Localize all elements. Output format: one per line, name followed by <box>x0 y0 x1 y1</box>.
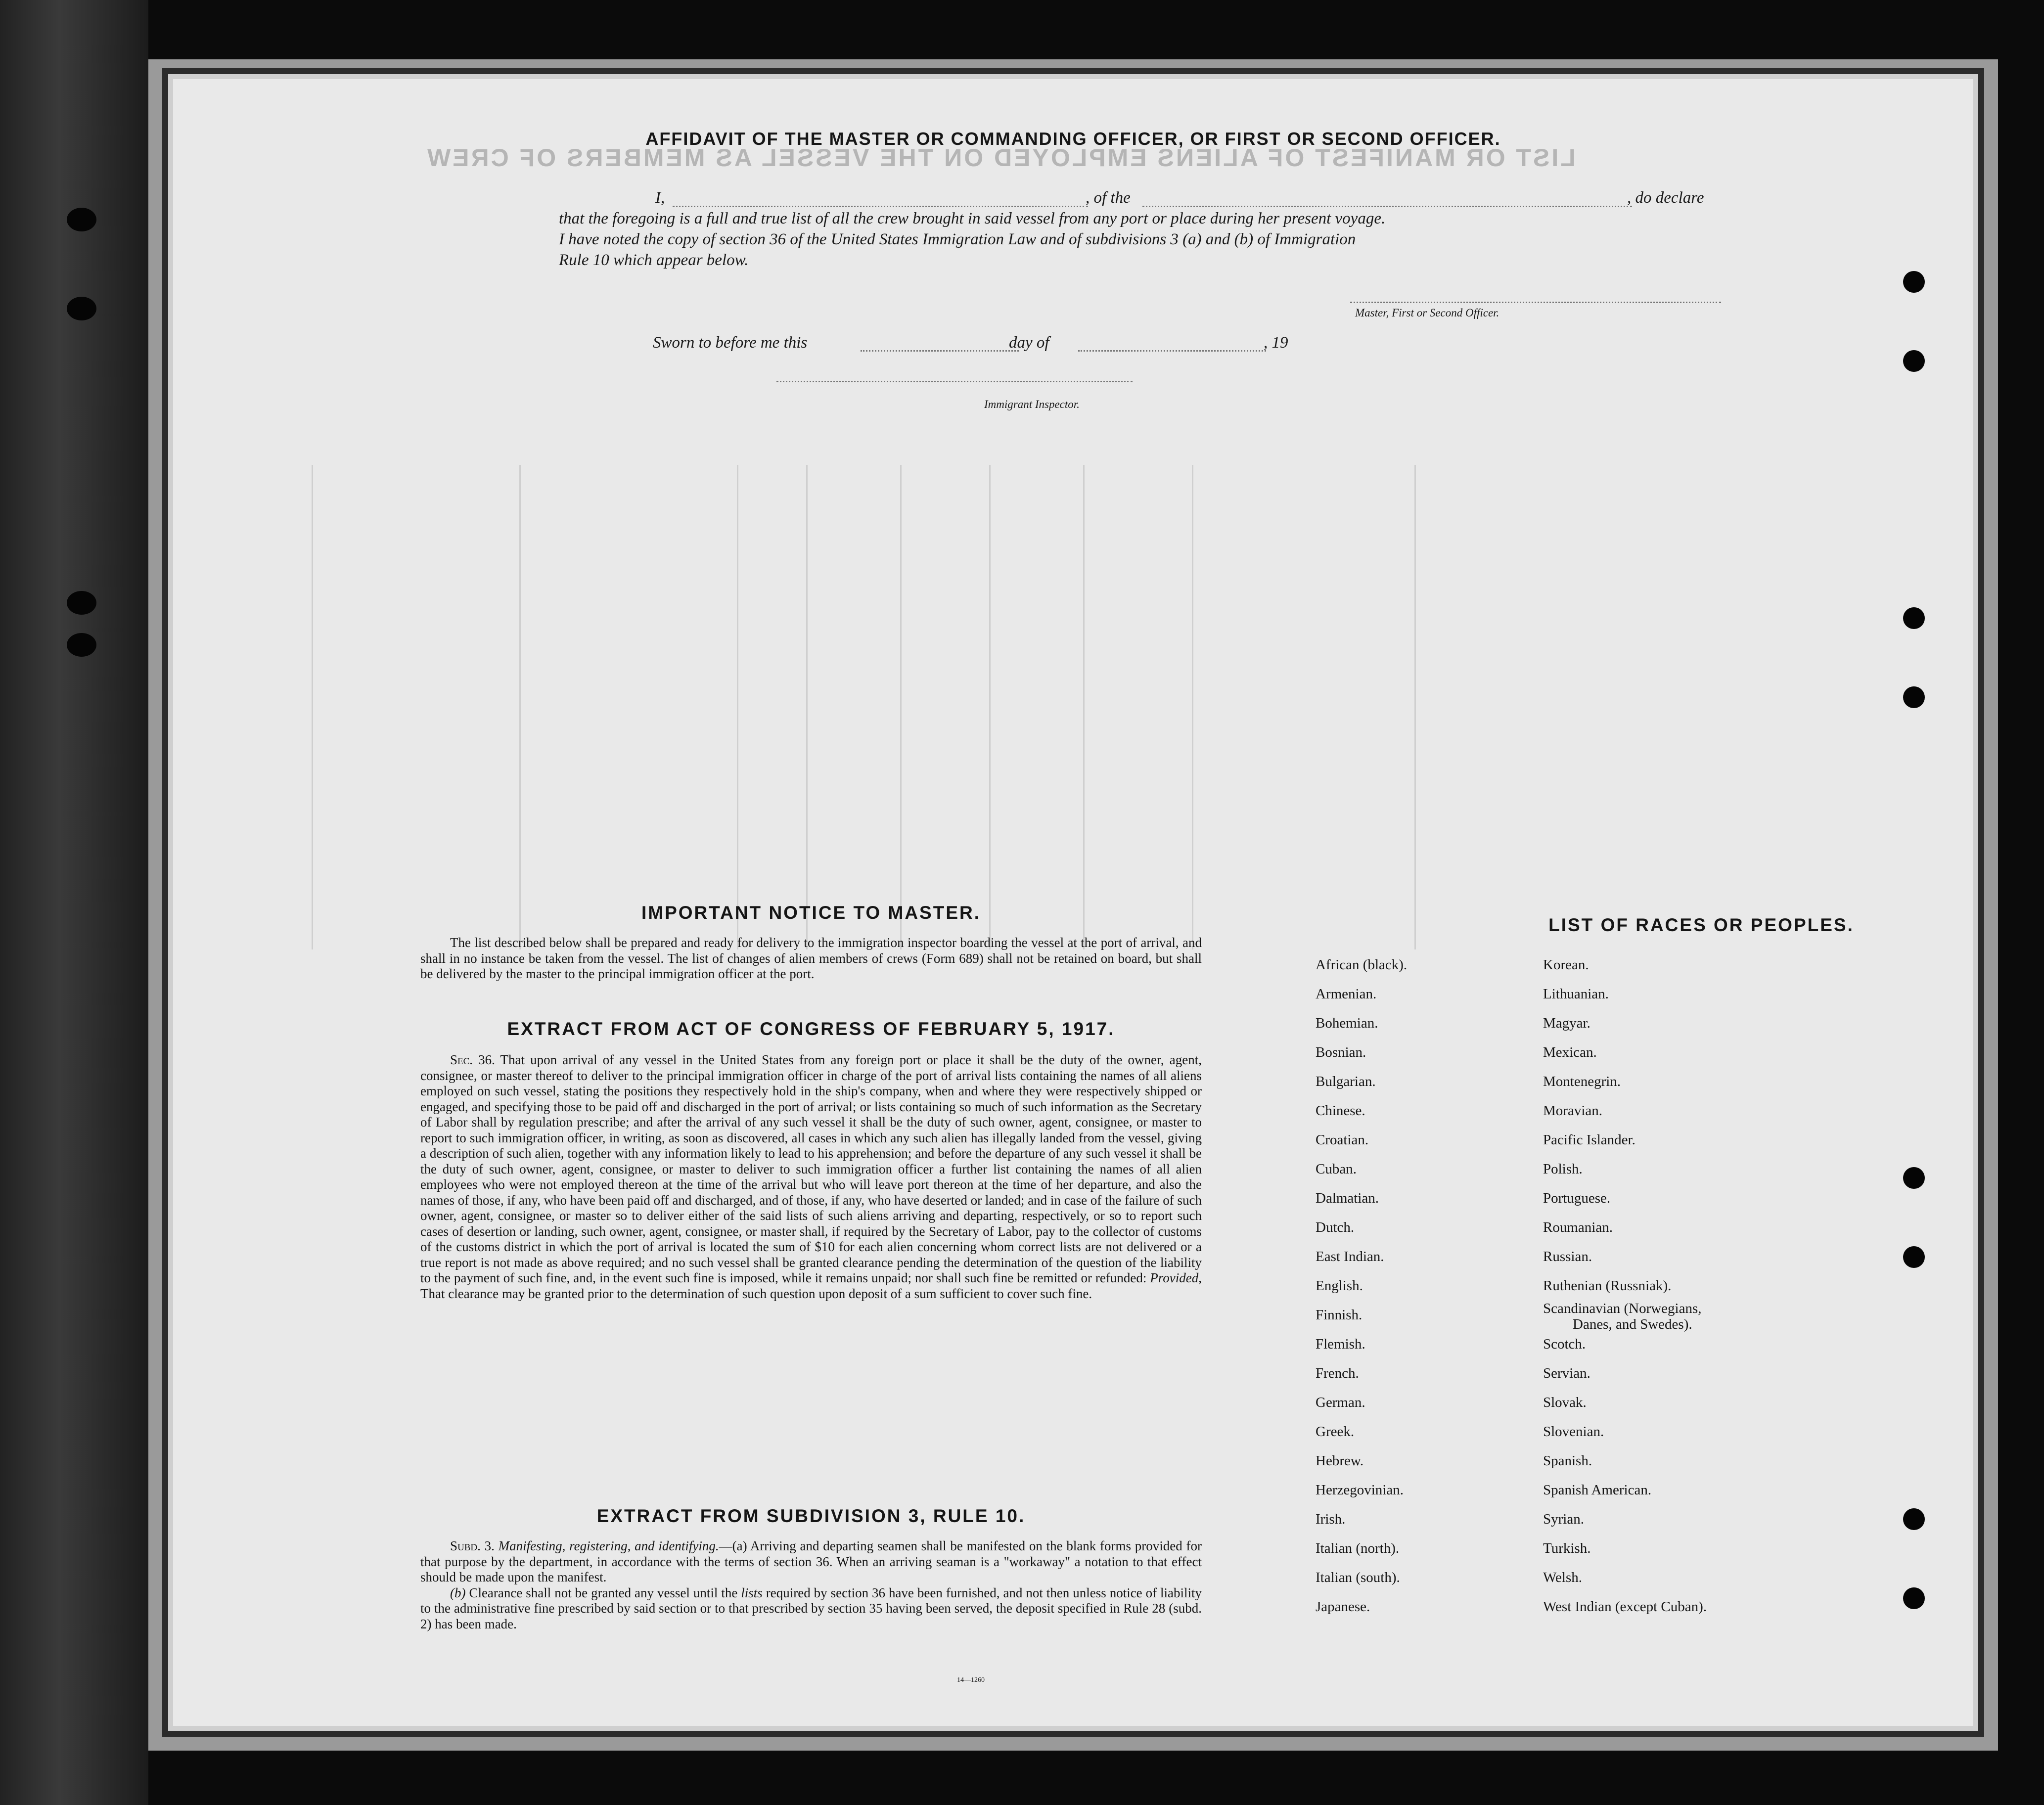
extract-rule-section <box>420 1506 1202 1632</box>
subd-b-body-2: required by section 36 have been furnished, and not then unless notice of liability to the administrative fine prescribed by said section or to that prescribed by section 35 having been served, the deposit specified in Rule 28 (subd. 2) has been made. <box>420 1585 1202 1631</box>
race-right-item: Syrian. <box>1543 1511 1584 1527</box>
year-label: , 19 <box>1264 334 1288 352</box>
race-left-item: English. <box>1316 1278 1363 1294</box>
subd-b-body-1: Clearance shall not be granted any vessel until the <box>469 1585 738 1600</box>
day-of-label: day of <box>1009 334 1049 352</box>
race-right-item: Scandinavian (Norwegians, <box>1543 1301 1702 1316</box>
affidavit-of-the-label: , of the <box>1086 189 1131 207</box>
race-right-item: Ruthenian (Russniak). <box>1543 1278 1672 1294</box>
race-left-item: East Indian. <box>1316 1249 1384 1264</box>
important-notice-section <box>420 902 1202 982</box>
subd-3-heading: Manifesting, registering, and identifying. <box>498 1538 719 1553</box>
important-notice-text: The list described below shall be prepared and ready for delivery to the immigration inspector boarding the vessel at the port of arrival, and shall in no instance be taken from the vessel. The list of changes of alien members of crews (Form 689) shall not be retained on board, but shall be delivered by the master to the principal immigration officer at the port. <box>420 935 1202 981</box>
affidavit-line-3: I have noted the copy of section 36 of the United States Immigration Law and of subdivisions 3 (a) and (b) of Immigration <box>559 230 1356 248</box>
ghost-column-rule <box>806 465 808 949</box>
extract-rule-text-a <box>420 1538 1202 1585</box>
race-left-item: Croatian. <box>1316 1132 1369 1148</box>
subd-3-label: Subd. 3. <box>450 1538 495 1553</box>
race-right-item: Slovenian. <box>1543 1424 1604 1440</box>
affidavit-line-2: that the foregoing is a full and true list of all the crew brought in said vessel from any port or place during her present voyage. <box>559 210 1386 227</box>
race-left-item: Flemish. <box>1316 1336 1365 1352</box>
extract-rule-text-b <box>420 1585 1202 1632</box>
race-left-item: Bohemian. <box>1316 1015 1378 1031</box>
extract-act-section <box>420 1019 1202 1302</box>
race-left-item: Herzegovinian. <box>1316 1482 1404 1498</box>
punch-hole <box>1903 1167 1925 1189</box>
master-signature-line <box>1350 301 1721 303</box>
section-36-body-end: That clearance may be granted prior to the determination of such question upon deposit of a sum sufficient to cover such fine. <box>420 1286 1092 1301</box>
punch-hole <box>1903 1508 1925 1530</box>
race-left-item: Chinese. <box>1316 1103 1365 1119</box>
binder-hole <box>67 633 96 657</box>
race-left-item: African (black). <box>1316 957 1408 973</box>
punch-hole <box>1903 686 1925 708</box>
provided-label: Provided, <box>1150 1270 1202 1285</box>
form-number: 14—1260 <box>957 1676 985 1684</box>
vessel-name-blank <box>1142 205 1632 207</box>
race-left-item: Italian (north). <box>1316 1540 1400 1556</box>
race-left-item: Dutch. <box>1316 1219 1355 1235</box>
race-right-item: Lithuanian. <box>1543 986 1609 1002</box>
race-left-item: French. <box>1316 1365 1359 1381</box>
master-signature-label: Master, First or Second Officer. <box>1355 307 1499 319</box>
race-left-item: Bosnian. <box>1316 1044 1366 1060</box>
document-page <box>173 79 1973 1726</box>
race-right-item: Pacific Islander. <box>1543 1132 1635 1148</box>
inspector-signature-label: Immigrant Inspector. <box>984 398 1080 410</box>
ghost-column-rule <box>989 465 991 949</box>
race-right-item: Scotch. <box>1543 1336 1586 1352</box>
race-right-item: Servian. <box>1543 1365 1590 1381</box>
race-right-item: Korean. <box>1543 957 1589 973</box>
ghost-column-rule <box>737 465 738 949</box>
sworn-label: Sworn to before me this <box>653 334 808 352</box>
ghost-column-rule <box>1192 465 1193 949</box>
sworn-day-blank <box>861 349 1019 352</box>
punch-hole <box>1903 271 1925 293</box>
section-36-label: Sec. 36. <box>450 1052 495 1067</box>
race-left-item: Bulgarian. <box>1316 1074 1376 1089</box>
race-right-item: Danes, and Swedes). <box>1573 1316 1692 1332</box>
race-right-item: Welsh. <box>1543 1570 1583 1585</box>
race-right-item: Magyar. <box>1543 1015 1590 1031</box>
race-right-item: Roumanian. <box>1543 1219 1613 1235</box>
subd-b-label: (b) <box>450 1585 466 1600</box>
binder-hole <box>67 208 96 231</box>
race-right-item: Portuguese. <box>1543 1190 1611 1206</box>
subd-3-body-a: —(a) Arriving and departing seamen shall be manifested on the blank forms provided for that purpose by the department, in accordance with the terms of section 36. When an arriving seaman is a "workaway" a notation to that effect should be made upon the manifest. <box>420 1538 1202 1584</box>
race-right-item: Turkish. <box>1543 1540 1591 1556</box>
affidavit-title: AFFIDAVIT OF THE MASTER OR COMMANDING OFFICER, OR FIRST OR SECOND OFFICER. <box>645 129 1501 149</box>
race-right-item: Polish. <box>1543 1161 1583 1177</box>
race-left-item: Japanese. <box>1316 1599 1370 1615</box>
race-left-item: German. <box>1316 1395 1365 1410</box>
races-list-title: LIST OF RACES OR PEOPLES. <box>1548 915 1854 935</box>
race-left-item: Finnish. <box>1316 1307 1363 1323</box>
lists-word: lists <box>741 1585 763 1600</box>
binder-hole <box>67 591 96 615</box>
master-name-blank <box>673 205 1088 207</box>
ghost-column-rule <box>312 465 313 949</box>
punch-hole <box>1903 1246 1925 1268</box>
ghost-column-rule <box>1083 465 1085 949</box>
race-right-item: Mexican. <box>1543 1044 1597 1060</box>
race-right-item: Slovak. <box>1543 1395 1587 1410</box>
affidavit-declare-label: , do declare <box>1627 189 1704 207</box>
race-left-item: Greek. <box>1316 1424 1355 1440</box>
race-right-item: Spanish American. <box>1543 1482 1652 1498</box>
inspector-signature-line <box>776 380 1133 382</box>
race-right-item: Moravian. <box>1543 1103 1602 1119</box>
punch-hole <box>1903 607 1925 629</box>
ghost-column-rule <box>1414 465 1416 949</box>
race-right-item: Spanish. <box>1543 1453 1592 1469</box>
affidavit-line-4: Rule 10 which appear below. <box>559 251 749 269</box>
extract-act-text <box>420 1052 1202 1302</box>
important-notice-title: IMPORTANT NOTICE TO MASTER. <box>641 902 981 923</box>
binder-edge <box>0 0 148 1805</box>
sworn-month-blank <box>1078 349 1266 352</box>
race-right-item: Russian. <box>1543 1249 1592 1264</box>
race-left-item: Cuban. <box>1316 1161 1357 1177</box>
ghost-bleedthrough-title: LIST OR MANIFEST OF ALIENS EMPLOYED ON THE VESSEL AS MEMBERS OF CREW <box>425 144 1576 172</box>
extract-act-title: EXTRACT FROM ACT OF CONGRESS OF FEBRUARY 5, 1917. <box>507 1019 1115 1039</box>
affidavit-i-label: I, <box>655 189 665 207</box>
extract-rule-title: EXTRACT FROM SUBDIVISION 3, RULE 10. <box>596 1506 1026 1526</box>
race-right-item: West Indian (except Cuban). <box>1543 1599 1707 1615</box>
race-left-item: Hebrew. <box>1316 1453 1364 1469</box>
punch-hole <box>1903 1587 1925 1609</box>
race-left-item: Irish. <box>1316 1511 1346 1527</box>
race-right-item: Montenegrin. <box>1543 1074 1621 1089</box>
race-left-item: Italian (south). <box>1316 1570 1400 1585</box>
race-left-item: Armenian. <box>1316 986 1377 1002</box>
section-36-body: That upon arrival of any vessel in the United States from any foreign port or place it shall be the duty of the owner, agent, consignee, or master thereof to deliver to the principal immigration officer in charge of the port of arrival lists containing the names of all aliens employed on such vessel, stating the positions they respectively hold in the ship's company, when and where they were respectively shipped or engaged, and specifying those to be paid off and discharged in the port of arrival; or lists containing so much of such information as the Secretary of Labor shall by regulation prescribe; and after the arrival of any such vessel it shall be the duty of such owner, agent, consignee, or master to report to such immigration officer, in writing, as soon as discovered, all cases in which any such alien has illegally landed from the vessel, giving a description of such alien, together with any information likely to lead to his apprehension; and before the departure of any such vessel it shall be the duty of such owner, agent, consignee, or master to deliver to such immigration officer a further list containing the names of all alien employees who were not employed thereon at the time of the arrival but who will leave port thereon at the time of her departure, and also the names of those, if any, who have been paid off and discharged, and of those, if any, who have deserted or landed; and in case of the failure of such owner, agent, consignee, or master so to deliver either of the said lists of such aliens arriving and departing, respectively, or so to report such cases of desertion or landing, such owner, agent, consignee, or master shall, if required by the Secretary of Labor, pay to the collector of customs of the customs district in which the port of arrival is located the sum of $10 for each alien concerning whom correct lists are not delivered or a true report is not made as above required; and no such vessel shall be granted clearance pending the determination of the question of the liability to the payment of such fine, and, in the event such fine is imposed, while it remains unpaid; nor shall such fine be remitted or refunded: <box>420 1052 1202 1285</box>
binder-hole <box>67 297 96 320</box>
ghost-column-rule <box>519 465 521 949</box>
punch-hole <box>1903 350 1925 372</box>
ghost-column-rule <box>900 465 902 949</box>
race-left-item: Dalmatian. <box>1316 1190 1379 1206</box>
